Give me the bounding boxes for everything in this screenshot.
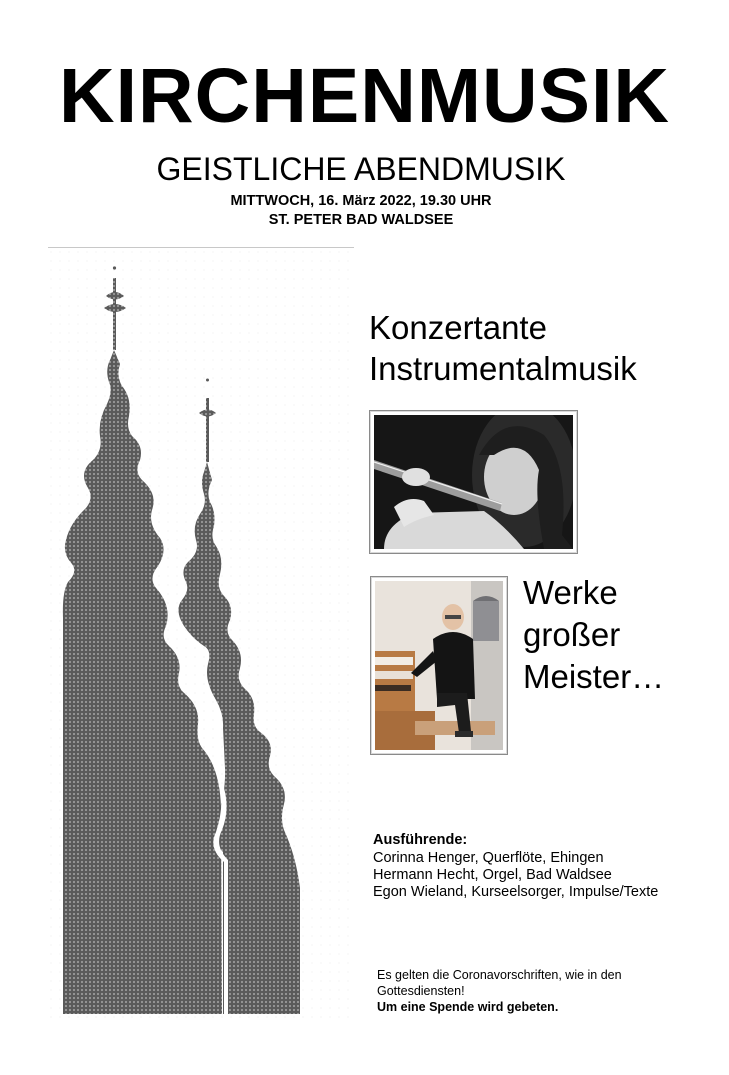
program-headline-line: Instrumentalmusik	[369, 350, 637, 387]
event-venue: ST. PETER BAD WALDSEE	[268, 212, 454, 228]
donation-note: Um eine Spende wird gebeten.	[377, 1000, 559, 1014]
organist-photo	[370, 576, 508, 755]
works-line: Meister…	[523, 658, 665, 695]
works-line: großer	[523, 616, 621, 653]
works-text	[523, 572, 664, 698]
event-date: MITTWOCH, 16. März 2022, 19.30 UHR	[230, 193, 492, 209]
poster-subtitle: GEISTLICHE ABENDMUSIK	[156, 151, 566, 187]
church-towers-illustration	[48, 248, 356, 1020]
poster-title: KIRCHENMUSIK	[59, 53, 670, 139]
performers-heading: Ausführende:	[373, 832, 468, 848]
flutist-photo	[369, 410, 578, 554]
performer-item: Corinna Henger, Querflöte, Ehingen	[373, 850, 604, 866]
notice-line: Es gelten die Coronavorschriften, wie in den	[377, 968, 622, 982]
notice-line: Gottesdiensten!	[377, 984, 465, 998]
program-headline-line: Konzertante	[369, 309, 547, 346]
corona-notice	[377, 967, 677, 999]
works-line: Werke	[523, 574, 618, 611]
program-headline	[369, 307, 637, 389]
performer-item: Egon Wieland, Kurseelsorger, Impulse/Texte	[373, 884, 659, 900]
performer-item: Hermann Hecht, Orgel, Bad Waldsee	[373, 867, 612, 883]
